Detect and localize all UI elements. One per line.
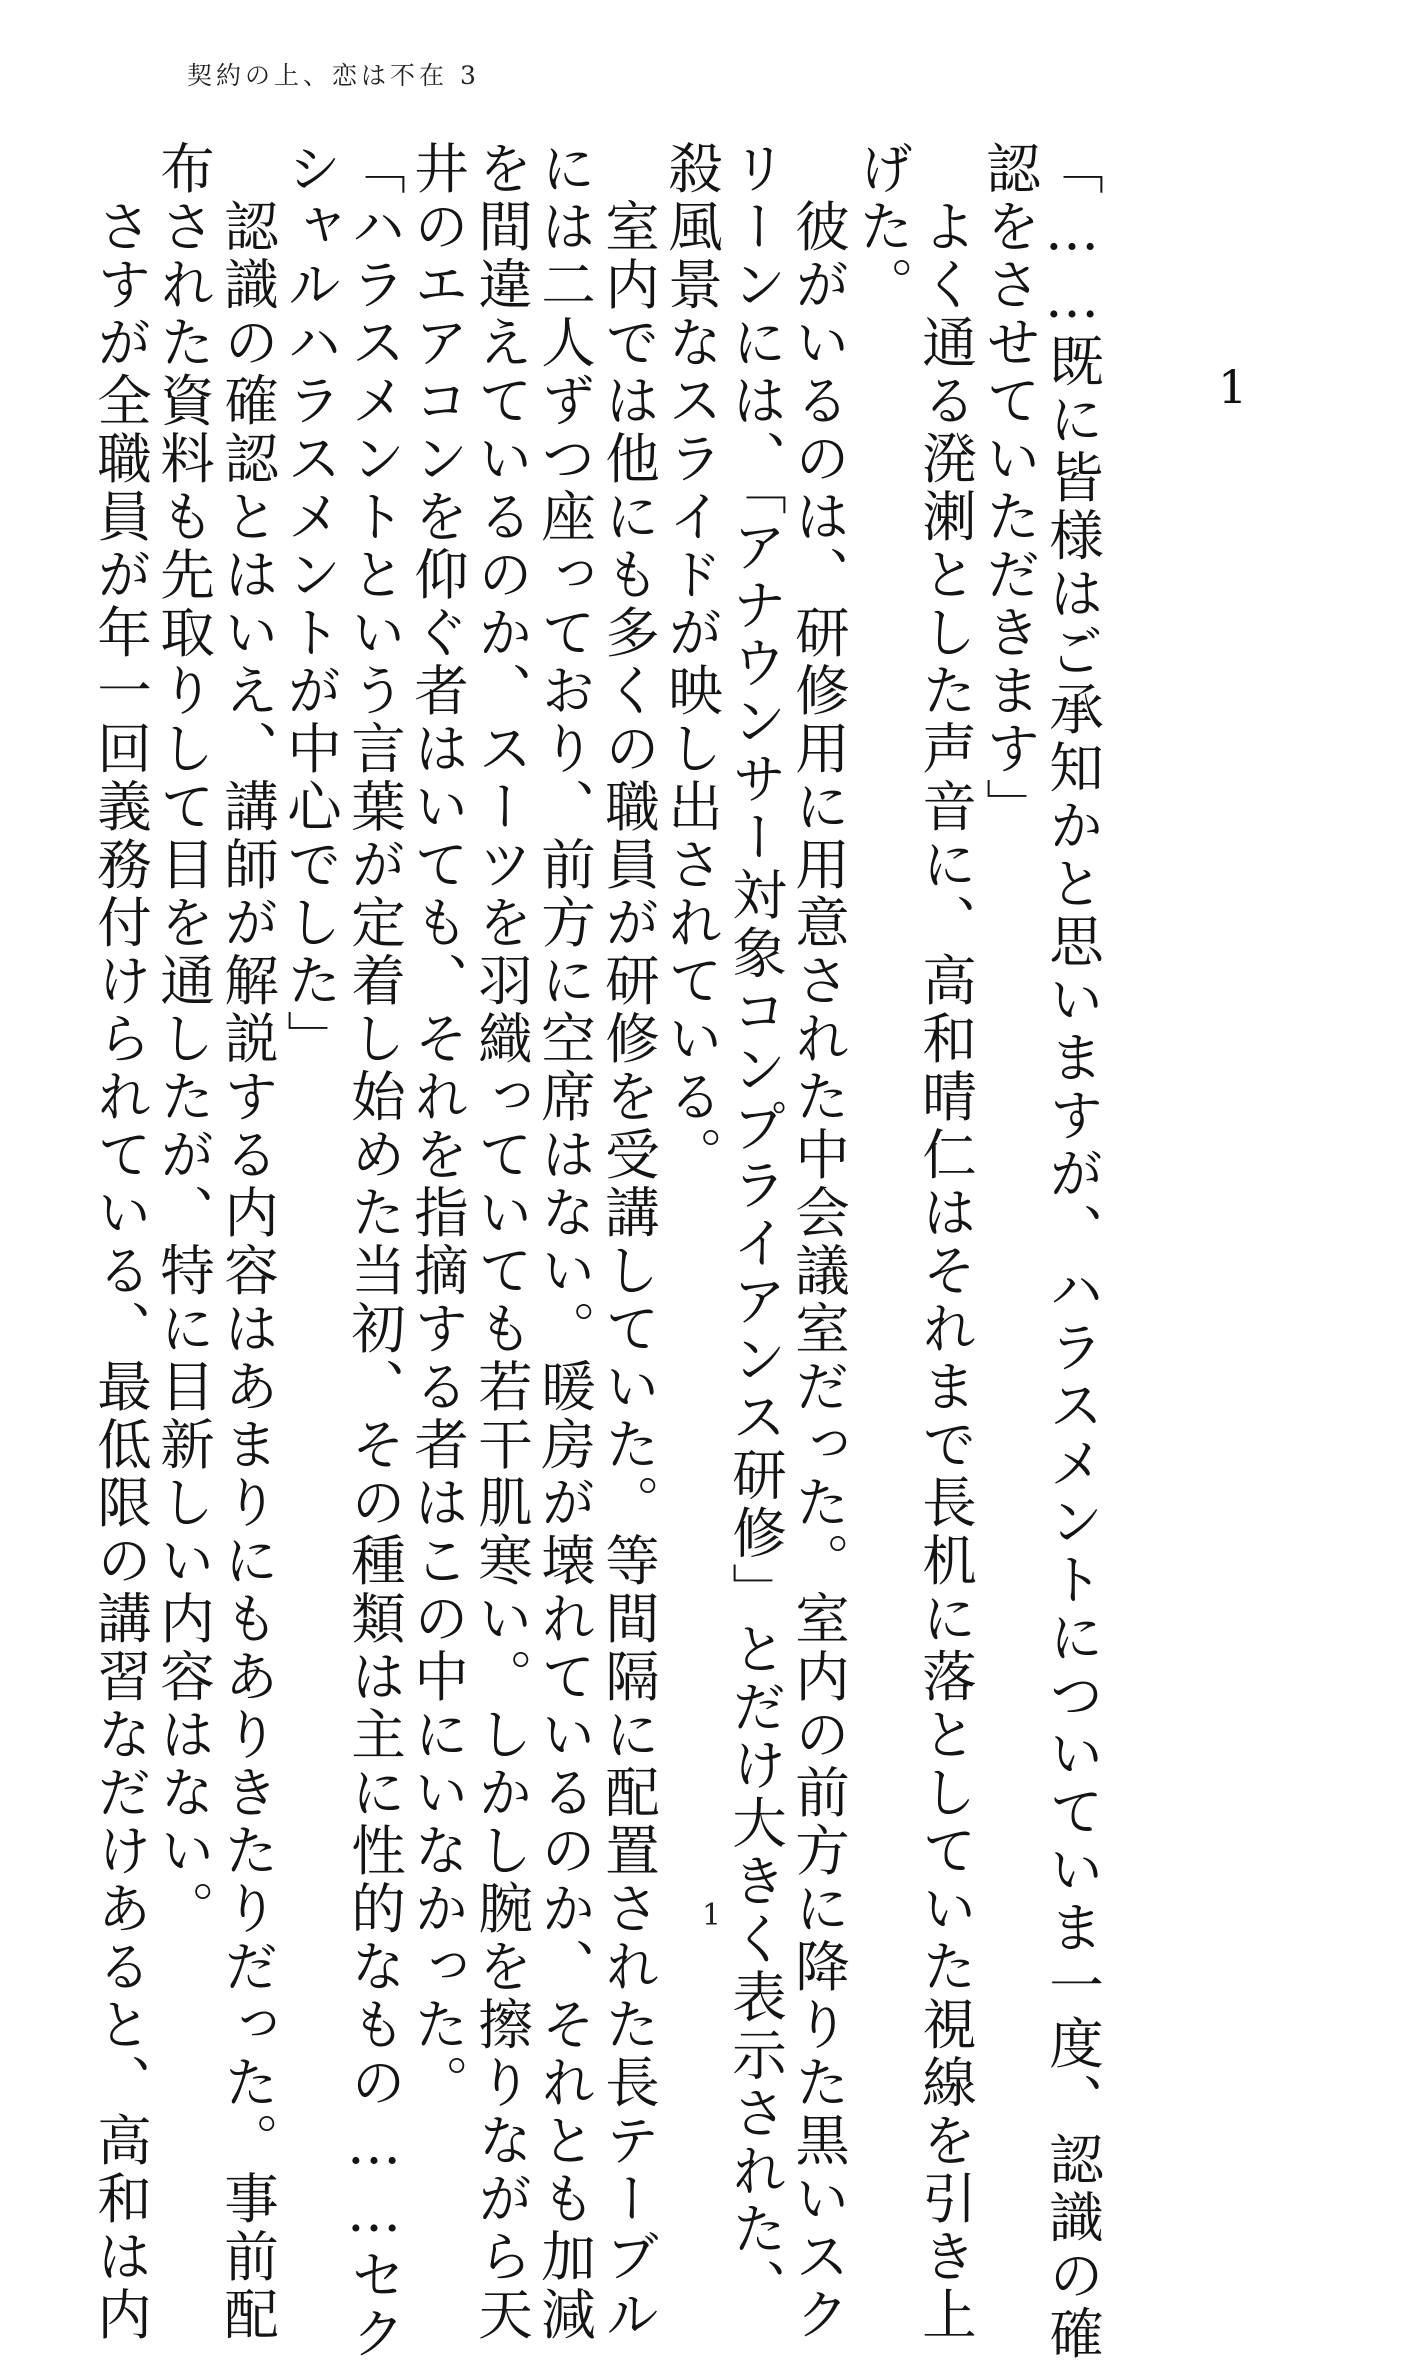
text-column-3: よく通る溌溂とした声音に、高和晴仁はそれまで長机に落としていた視線を引き上	[913, 140, 977, 2344]
text-column-7: 殺風景なスライドが映し出されている。	[659, 140, 723, 1184]
page-number: 1	[702, 1898, 722, 1933]
text-column-13: シャルハラスメントが中心でした」	[278, 140, 342, 1068]
text-column-10: を間違えているのか、スーツを羽織っていても若干肌寒い。しかし腕を擦りながら天	[469, 140, 533, 2344]
text-column-2: 認をさせていただきます」	[977, 140, 1041, 836]
text-column-8: 室内では他にも多くの職員が研修を受講していた。等間隔に配置された長テーブル	[596, 140, 660, 2344]
text-column-5: 彼がいるのは、研修用に用意された中会議室だった。室内の前方に降りた黒いスク	[786, 140, 850, 2344]
text-column-16: さすが全職員が年一回義務付けられている、最低限の講習なだけあると、高和は内	[88, 140, 152, 2344]
text-column-1: 「……既に皆様はご承知かと思いますが、ハラスメントについていま一度、認識の確	[1040, 140, 1104, 2363]
text-column-12: 「ハラスメントという言葉が定着し始めた当初、その種類は主に性的なもの……セク	[342, 140, 406, 2363]
text-column-14: 認識の確認とはいえ、講師が解説する内容はあまりにもありきたりだった。事前配	[215, 140, 279, 2344]
text-column-9: には二人ずつ座っており、前方に空席はない。暖房が壊れているのか、それとも加減	[532, 140, 596, 2344]
text-column-11: 井のエアコンを仰ぐ者はいても、それを指摘する者はこの中にいなかった。	[405, 140, 469, 2112]
text-column-4: げた。	[850, 140, 914, 314]
text-column-15: 布された資料も先取りして目を通したが、特に目新しい内容はない。	[151, 140, 215, 1938]
text-column-6: リーンには、「アナウンサー対象コンプライアンス研修」とだけ大きく表示された、	[723, 140, 787, 2317]
running-header: 契約の上、恋は不在 3	[187, 61, 480, 90]
chapter-number: 1	[1218, 360, 1248, 414]
